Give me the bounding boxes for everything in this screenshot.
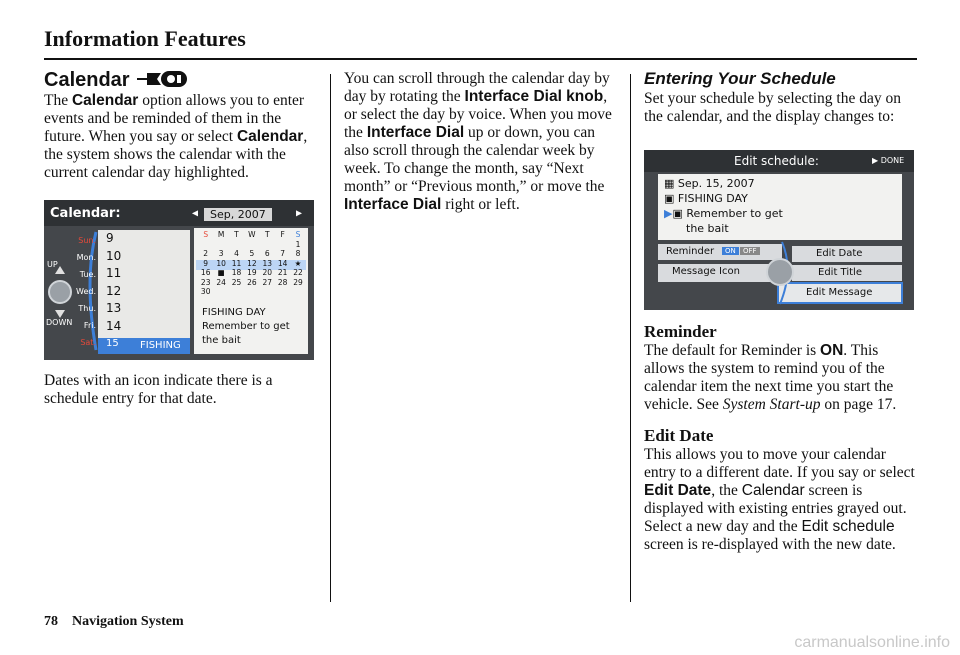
grid-day-cell[interactable]: 5 (249, 249, 255, 258)
grid-day-cell[interactable]: 8 (295, 249, 301, 258)
grid-day-cell[interactable] (260, 240, 275, 250)
prev-month-arrow-icon: ◀ (192, 208, 199, 219)
entry-preview-line1: Remember to get (202, 321, 290, 332)
grid-day-cell[interactable] (229, 240, 244, 250)
message-small-icon: ▣ (672, 207, 687, 220)
grid-day-cell[interactable]: 9 (203, 258, 209, 268)
reminder-toggle-label: Reminder (666, 246, 715, 257)
grid-day-cell[interactable] (244, 240, 259, 250)
page-header-title: Information Features (44, 26, 246, 51)
grid-day-cell[interactable]: 24 (216, 277, 226, 287)
day-list-item[interactable]: 14 (106, 318, 122, 333)
grid-day-cell[interactable]: 2 (203, 249, 209, 258)
entering-schedule-intro: Set your schedule by selecting the day on the calendar, and the display changes to: (644, 90, 901, 125)
weekday-label: Sat. (80, 338, 96, 347)
entry-preview-line2: the bait (202, 335, 241, 346)
calendar-month-label: Sep, 2007 (204, 208, 272, 221)
up-label: UP (47, 260, 58, 269)
reminder-off-button[interactable]: OFF (740, 247, 760, 255)
edit-date-heading: Edit Date (644, 426, 714, 445)
grid-day-cell[interactable]: 12 (247, 258, 257, 268)
grid-day-cell[interactable]: 23 (200, 277, 211, 287)
grid-week-row (198, 268, 306, 278)
grid-day-cell[interactable]: 3 (218, 249, 224, 258)
day-list-entry: FISHING (140, 340, 181, 351)
column-1 (44, 68, 319, 182)
reminder-heading: Reminder (644, 322, 717, 341)
weekday-label: Mon. (76, 253, 96, 262)
grid-day-cell[interactable]: 26 (247, 277, 257, 287)
grid-day-cell[interactable]: 16 (200, 268, 211, 277)
grid-day-cell[interactable]: 6 (264, 249, 270, 258)
weekday-label: Sun. (78, 236, 96, 245)
grid-day-cell[interactable] (275, 240, 290, 250)
header-rule (44, 58, 917, 60)
entry-preview-title: FISHING DAY (202, 307, 266, 318)
grid-day-cell[interactable]: 13 (262, 258, 273, 268)
column-2 (344, 70, 616, 214)
grid-day-cell[interactable] (244, 287, 259, 297)
page-number: 78 (44, 614, 58, 629)
grid-weekday-header: S (203, 230, 209, 239)
day-list-item[interactable]: 11 (106, 266, 122, 280)
column-divider-1 (330, 74, 331, 602)
grid-day-cell[interactable] (229, 287, 244, 297)
grid-day-cell[interactable]: 14 (277, 258, 288, 268)
day-list (106, 230, 121, 353)
edit-message-button[interactable]: Edit Message (806, 287, 873, 298)
day-list-item[interactable]: 10 (106, 248, 122, 263)
done-arrow-icon: ▶ (872, 156, 881, 165)
entry-date: ▦ Sep. 15, 2007 (664, 177, 755, 190)
page-footer (44, 614, 184, 630)
edit-schedule-entry (664, 176, 783, 236)
entering-schedule-title: Entering Your Schedule (644, 69, 836, 88)
calendar-screen-title: Calendar: (50, 206, 121, 221)
done-button[interactable]: ▶ DONE (872, 156, 905, 165)
grid-day-cell[interactable]: ■ (217, 268, 225, 277)
edit-date-paragraph: This allows you to move your calendar entry to a different date. If you say or select Edit Date, the Calendar screen is displayed with existing entries grayed out. Select a new day and the Edit schedule screen is re-displayed with the new date. (644, 446, 915, 553)
grid-day-cell[interactable]: 28 (277, 277, 288, 287)
column-3 (644, 68, 919, 126)
column-divider-2 (630, 74, 631, 602)
grid-day-cell[interactable]: 10 (216, 258, 226, 268)
grid-day-cell[interactable] (213, 240, 228, 250)
entry-preview (202, 306, 290, 348)
message-icon-button[interactable]: Message Icon (672, 266, 740, 277)
grid-day-cell[interactable] (260, 287, 275, 297)
day-list-item[interactable]: 12 (106, 283, 122, 298)
selection-arrow-icon: ▶ (664, 207, 673, 220)
section-title-calendar: Calendar (44, 68, 319, 92)
grid-day-cell[interactable]: 29 (293, 277, 303, 287)
entry-title-line: ▣ FISHING DAY (664, 192, 748, 205)
grid-day-cell[interactable]: 18 (231, 268, 242, 277)
grid-day-cell[interactable] (213, 287, 228, 297)
grid-weekday-header: S (295, 230, 301, 239)
grid-week-row (198, 259, 306, 269)
grid-day-cell[interactable]: 7 (280, 249, 286, 258)
reminder-on-button[interactable]: ON (722, 247, 739, 255)
calendar-small-icon: ▦ (664, 177, 678, 190)
entry-message-line2: the bait (686, 222, 729, 235)
grid-day-cell[interactable]: 20 (262, 268, 273, 277)
grid-day-cell[interactable]: 19 (247, 268, 257, 277)
grid-weekday-header: T (264, 230, 270, 239)
voice-command-icon (135, 69, 191, 89)
grid-day-cell[interactable]: 25 (231, 277, 242, 287)
weekday-label: Wed. (76, 287, 96, 296)
grid-week-row (198, 278, 306, 288)
reminder-paragraph: The default for Reminder is ON. This allows the system to remind you of the calendar item the next time you start the vehicle. See System Start-up on page 17. (644, 342, 897, 413)
watermark: carmanualsonline.info (794, 634, 950, 651)
grid-weekday-header: T (234, 230, 239, 239)
month-grid (198, 230, 306, 297)
grid-header-row (198, 230, 306, 240)
weekday-side-labels (70, 232, 96, 351)
grid-week-row (198, 287, 306, 297)
down-label: DOWN (46, 318, 73, 327)
grid-week-row (198, 249, 306, 259)
next-month-arrow-icon: ▶ (296, 208, 303, 219)
weekday-label: Tue. (79, 270, 96, 279)
entry-message-line: ▶▣ Remember to get (664, 207, 783, 220)
day-list-item[interactable]: 9 (106, 231, 114, 245)
grid-day-cell[interactable]: 30 (200, 287, 211, 296)
grid-day-cell[interactable]: ★ (294, 258, 302, 268)
grid-day-cell[interactable] (198, 240, 213, 250)
title-small-icon: ▣ (664, 192, 678, 205)
grid-day-cell[interactable]: 22 (293, 268, 303, 277)
grid-day-cell[interactable]: 11 (231, 258, 242, 268)
icon-entry-note: Dates with an icon indicate there is a schedule entry for that date. (44, 372, 273, 407)
edit-schedule-screen-image (644, 150, 914, 310)
edit-date-button[interactable]: Edit Date (816, 248, 863, 259)
weekday-label: Fri. (83, 321, 96, 330)
grid-day-cell[interactable]: 27 (262, 277, 273, 287)
grid-day-cell[interactable]: 4 (234, 249, 239, 258)
grid-week-row (198, 240, 306, 250)
grid-day-cell[interactable] (290, 287, 305, 297)
weekday-label: Thu. (78, 304, 96, 313)
day-list-item[interactable]: 13 (106, 301, 122, 315)
scroll-instructions-paragraph: You can scroll through the calendar day by day by rotating the Interface Dial knob, or select the day by voice. When you move the Interface Dial up or down, you can also scroll through the calendar week by week. To change the month, say “Next month” or “Previous month,” or move the Interface Dial right or left. (344, 70, 612, 213)
calendar-intro-paragraph: The Calendar option allows you to enter events and be reminded of them in the future. When you say or select Calendar, the system shows the calendar with the current calendar day highlighted. (44, 92, 308, 181)
grid-weekday-header: M (217, 230, 225, 239)
grid-day-cell[interactable]: 21 (277, 268, 288, 277)
grid-day-cell[interactable]: 1 (295, 239, 301, 249)
grid-day-cell[interactable] (275, 287, 290, 297)
day-list-item[interactable]: 15 (106, 338, 119, 349)
column-3-lower (644, 322, 919, 554)
column-1-after-screen (44, 372, 319, 408)
manual-title: Navigation System (72, 614, 184, 629)
edit-title-button[interactable]: Edit Title (818, 267, 862, 278)
grid-weekday-header: F (280, 230, 285, 239)
calendar-screen-image (44, 200, 314, 360)
edit-schedule-title: Edit schedule: (734, 154, 819, 168)
grid-weekday-header: W (248, 230, 256, 239)
